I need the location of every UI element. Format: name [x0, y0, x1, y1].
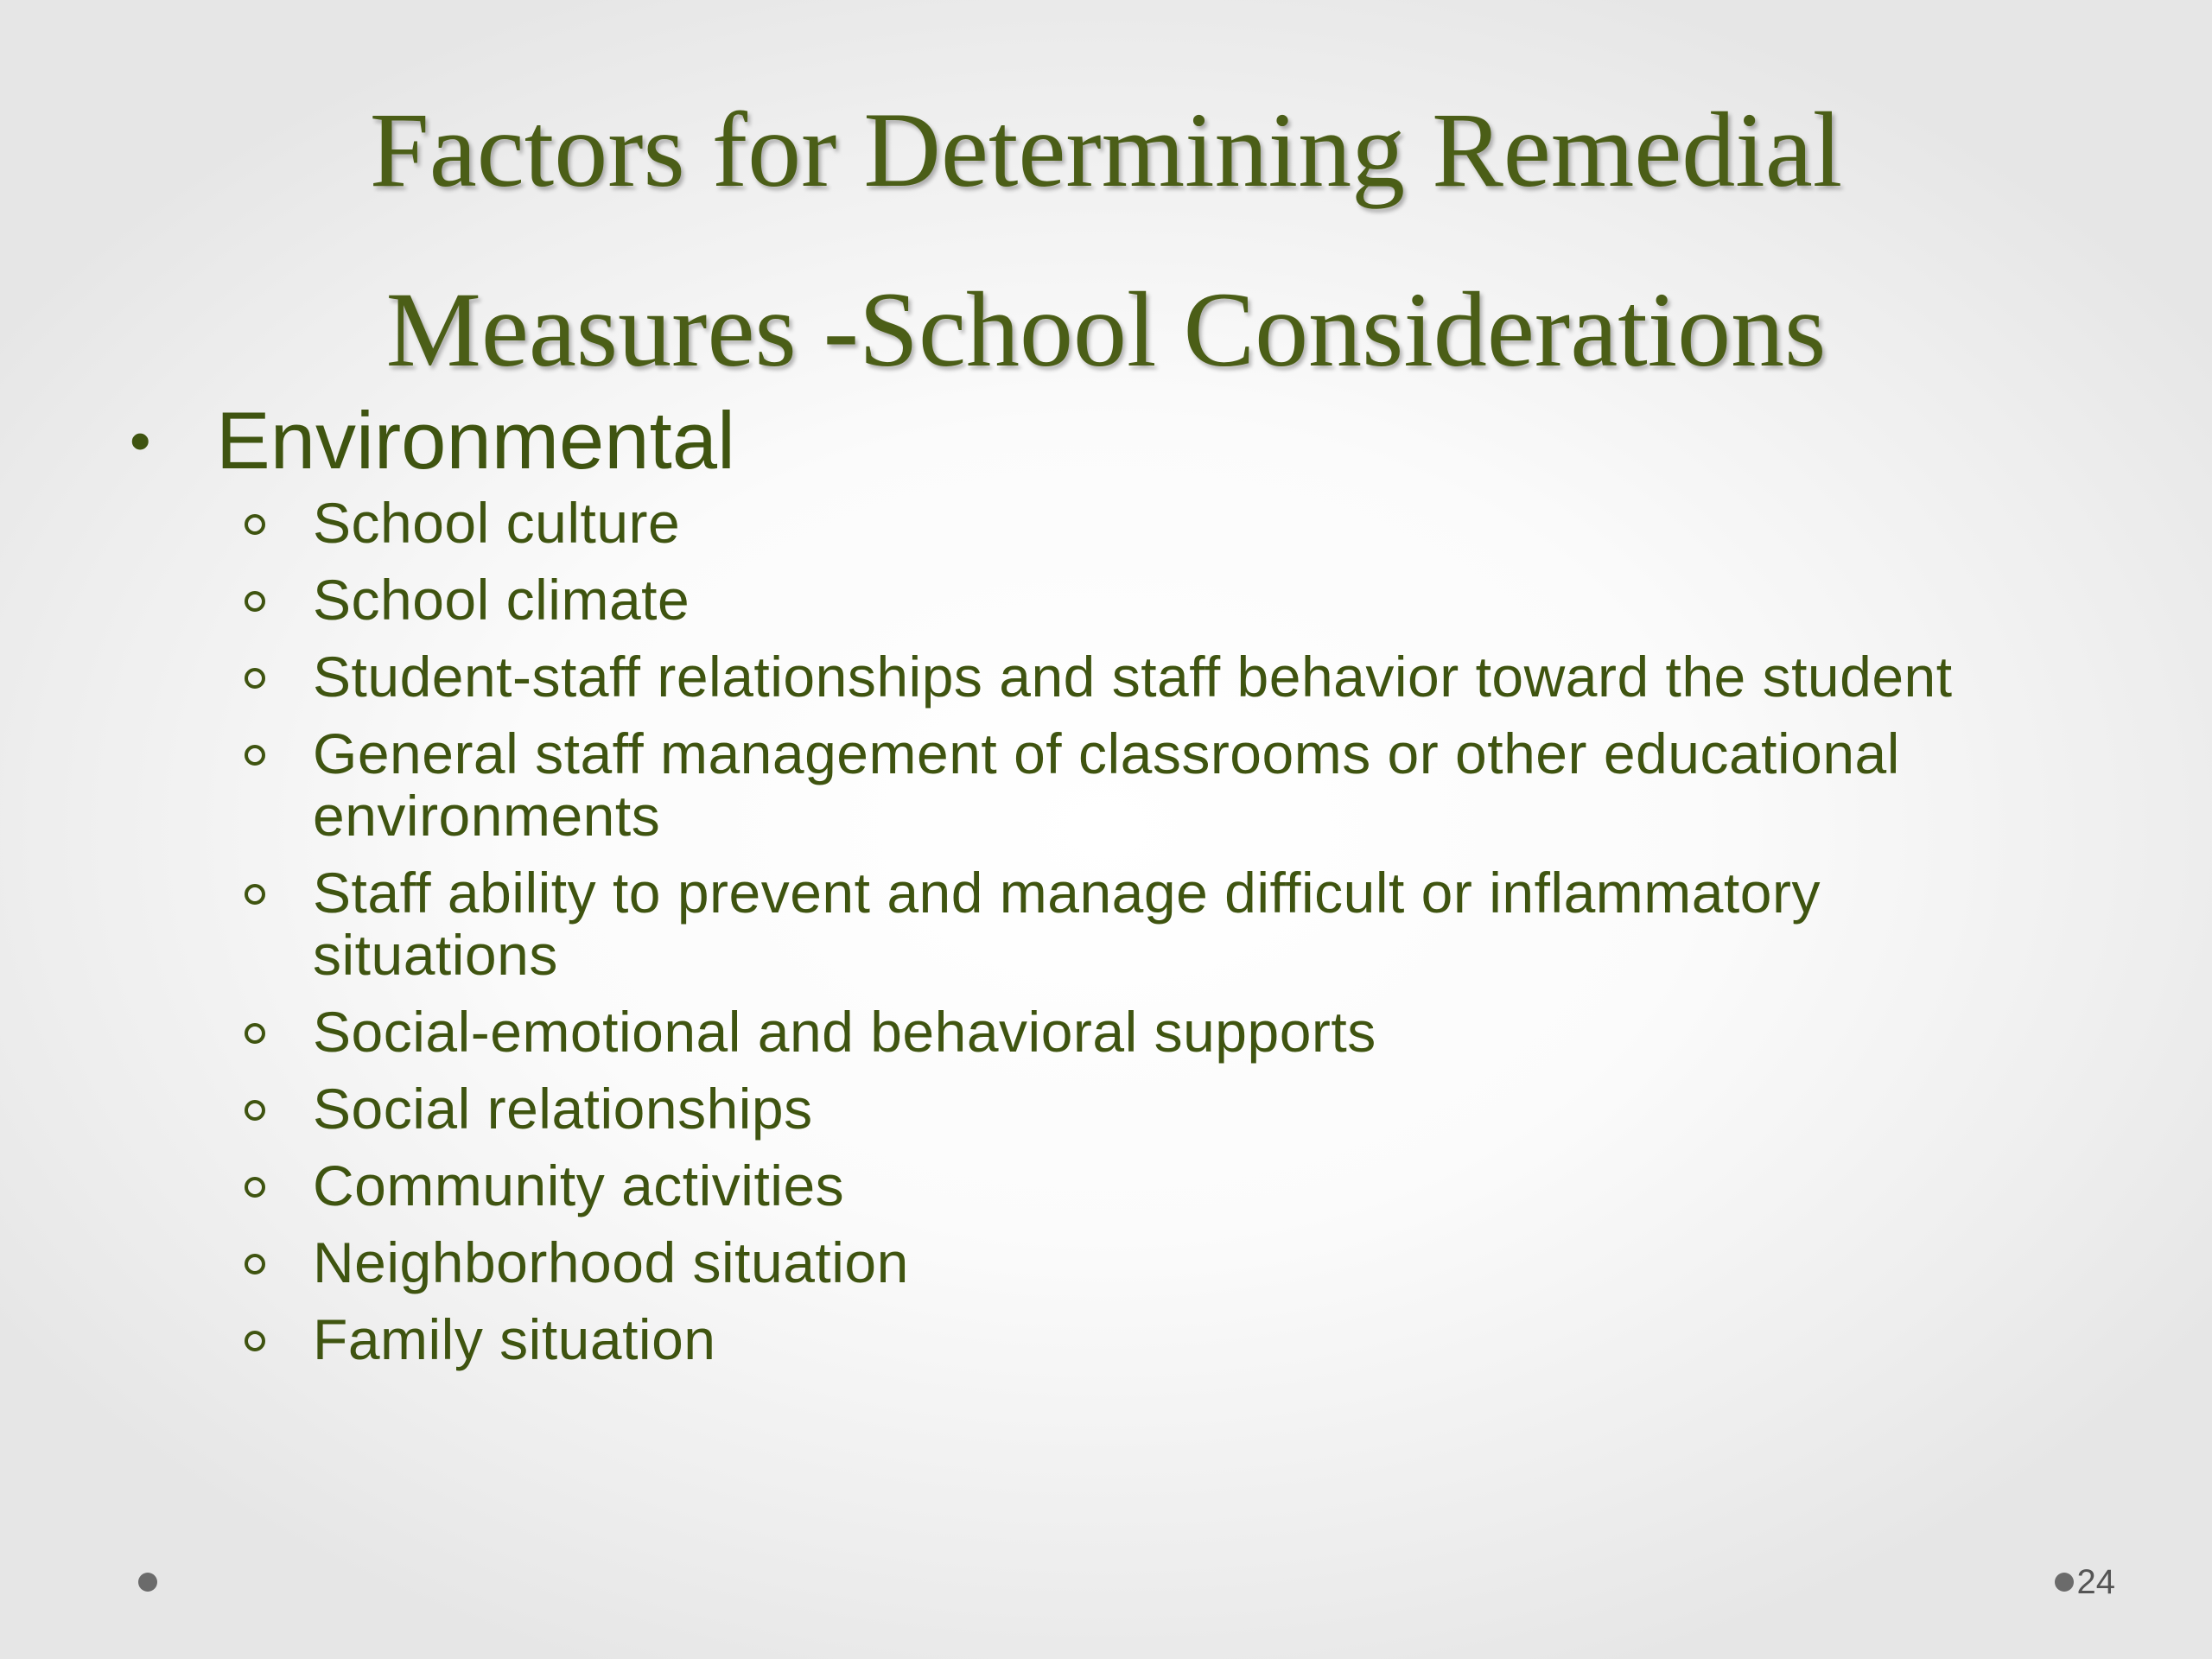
- list-item: [130, 1308, 2074, 1370]
- list-item-text: Social relationships: [313, 1077, 813, 1141]
- list-item: [130, 1001, 2074, 1063]
- slide-content: [130, 393, 2074, 1385]
- slide-title-line-1: Factors for Determining Remedial: [369, 91, 1843, 209]
- sub-bullet-list: [130, 492, 2074, 1370]
- list-item-text: General staff management of classrooms or other educational environments: [313, 721, 1900, 848]
- page-number: 24: [2076, 1563, 2115, 1601]
- decorative-dot-icon: [138, 1573, 157, 1592]
- circle-bullet-icon: [245, 1100, 265, 1121]
- circle-bullet-icon: [245, 514, 265, 535]
- list-item-text: Staff ability to prevent and manage difficult or inflammatory situations: [313, 861, 1821, 987]
- list-item-text: Social-emotional and behavioral supports: [313, 1000, 1376, 1064]
- bullet-dot-icon: •: [130, 407, 151, 474]
- list-item: [130, 645, 2074, 708]
- circle-bullet-icon: [245, 1023, 265, 1044]
- list-item: [130, 492, 2074, 554]
- list-item: [130, 722, 2074, 847]
- circle-bullet-icon: [245, 1177, 265, 1198]
- bullet-environmental: [130, 393, 2074, 488]
- list-item: [130, 1154, 2074, 1217]
- circle-bullet-icon: [245, 884, 265, 905]
- list-item: [130, 1077, 2074, 1140]
- bullet-label: Environmental: [216, 395, 735, 486]
- list-item-text: Family situation: [313, 1307, 716, 1371]
- slide-title-line-2: Measures -School Considerations: [385, 270, 1827, 389]
- circle-bullet-icon: [245, 745, 265, 766]
- list-item: [130, 569, 2074, 631]
- list-item: [130, 861, 2074, 986]
- list-item-text: School climate: [313, 568, 690, 632]
- decorative-dot-icon: [2055, 1573, 2074, 1592]
- list-item-text: Community activities: [313, 1154, 845, 1217]
- list-item-text: Neighborhood situation: [313, 1230, 909, 1294]
- circle-bullet-icon: [245, 668, 265, 689]
- list-item: [130, 1231, 2074, 1294]
- list-item-text: Student-staff relationships and staff behavior toward the student: [313, 645, 1953, 709]
- slide-footer: [2055, 1560, 2116, 1604]
- circle-bullet-icon: [245, 1254, 265, 1274]
- slide-title: [104, 60, 2108, 420]
- list-item-text: School culture: [313, 491, 681, 555]
- circle-bullet-icon: [245, 591, 265, 612]
- circle-bullet-icon: [245, 1331, 265, 1351]
